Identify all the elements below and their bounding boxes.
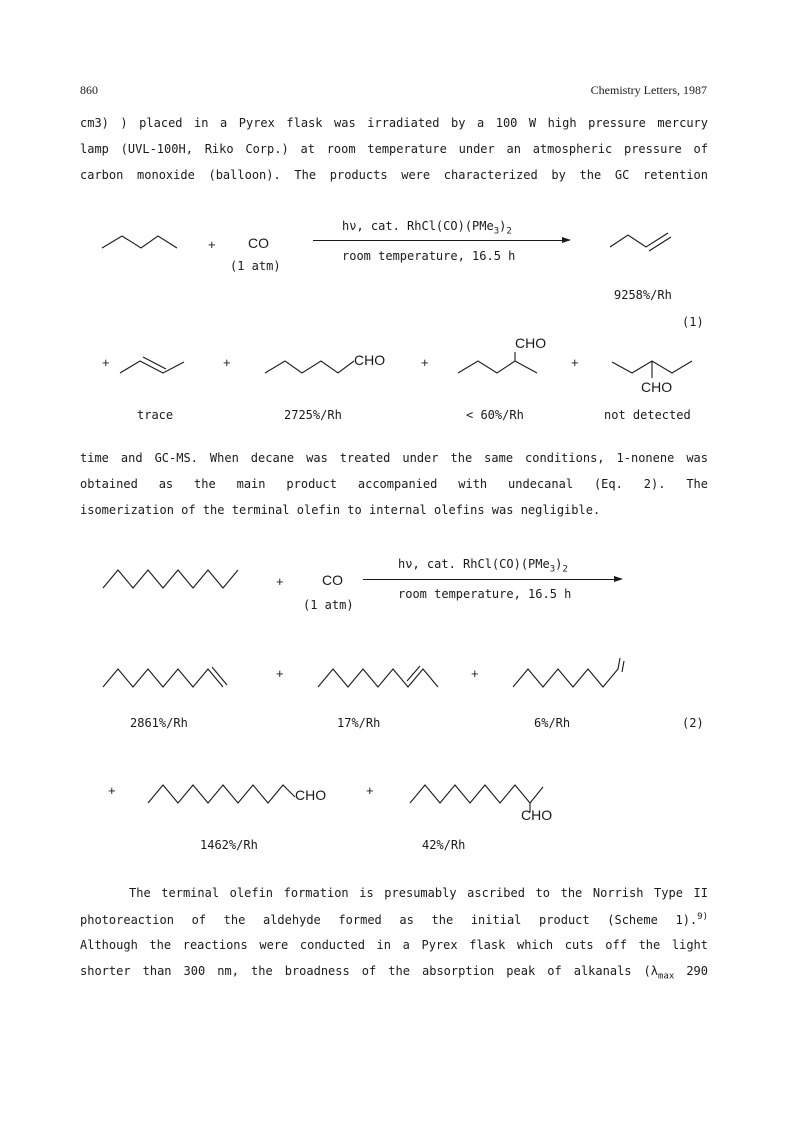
2-nonene-double-bond	[407, 666, 420, 681]
eq1-plus-3: +	[223, 355, 231, 370]
eq1-main-yield: 9258%/Rh	[614, 288, 672, 302]
eq1-plus-5: +	[571, 355, 579, 370]
journal-header: Chemistry Letters, 1987	[590, 83, 707, 97]
para1-line1: cm3) ) placed in a Pyrex flask was irradiated by a 100 W high pressure mercury	[80, 116, 708, 130]
para2-line1: time and GC-MS. When decane was treated under the same conditions, 1-nonene was	[80, 451, 708, 465]
yield-trace: trace	[137, 408, 174, 422]
pentanal-cho: CHO	[354, 352, 386, 368]
branched-cho-up: CHO	[515, 335, 547, 351]
3-nonene-double-bond	[622, 661, 624, 672]
eq2-plus-4: +	[108, 783, 116, 798]
eq2-plus-2: +	[276, 666, 284, 681]
eq1-label: (1)	[682, 315, 704, 329]
yield-3-nonene: 6%/Rh	[534, 716, 571, 730]
para3-line3: Although the reactions were conducted in a Pyrex flask which cuts off the light	[80, 938, 708, 952]
yield-1-nonene: 2861%/Rh	[130, 716, 188, 730]
branched-cho-eq2: CHO	[521, 807, 553, 823]
eq2-catalyst: hν, cat. $RhCl(CO)(PMe_3)_2$	[398, 557, 568, 575]
1-nonene-structure	[103, 669, 223, 687]
eq1-plus-2: +	[102, 355, 110, 370]
branched-cho-down: CHO	[641, 379, 673, 395]
eq1-catalyst: hν, cat. $RhCl(CO)(PMe_3)_2$	[342, 219, 512, 237]
eq2-plus-5: +	[366, 783, 374, 798]
yield-branched-eq2: 42%/Rh	[422, 838, 466, 852]
para3-line4: shorter than 300 nm, the broadness of the absorption peak of alkanals ($\lambda_{max}$ 290	[80, 964, 708, 982]
para1-line2: lamp (UVL-100H, Riko Corp.) at room temperature under an atmospheric pressure of	[80, 142, 708, 156]
para3-line1: The terminal olefin formation is presumably ascribed to the Norrish Type II	[129, 886, 708, 900]
decane-structure	[103, 570, 238, 588]
yield-pentanal: 2725%/Rh	[284, 408, 342, 422]
page-number: 860	[80, 83, 98, 97]
eq1-plus-1: +	[208, 237, 216, 252]
para2-line3: isomerization of the terminal olefin to internal olefins was negligible.	[80, 503, 601, 517]
eq1-co-pressure: (1 atm)	[230, 259, 281, 273]
para2-line2: obtained as the main product accompanied with undecanal (Eq. 2). The	[80, 477, 708, 491]
eq2-reaction-arrow	[363, 579, 621, 580]
eq2-conditions: room temperature, 16.5 h	[398, 587, 572, 601]
eq2-plus-1: +	[276, 574, 284, 589]
eq1-plus-4: +	[421, 355, 429, 370]
undecanal-cho: CHO	[295, 787, 327, 803]
eq2-plus-3: +	[471, 666, 479, 681]
eq2-co: CO	[322, 572, 343, 588]
eq2-co-pressure: (1 atm)	[303, 598, 354, 612]
eq1-co: CO	[248, 235, 269, 251]
eq2-label: (2)	[682, 716, 704, 730]
yield-branched-eq1: < 60%/Rh	[466, 408, 524, 422]
eq1-conditions: room temperature, 16.5 h	[342, 249, 516, 263]
yield-2-nonene: 17%/Rh	[337, 716, 381, 730]
2-methyldecanal-structure	[410, 785, 543, 803]
yield-undecanal: 1462%/Rh	[200, 838, 258, 852]
3-nonene-structure	[513, 658, 620, 687]
2-nonene-structure	[318, 669, 438, 687]
yield-not-detected: not detected	[604, 408, 691, 422]
undecanal-structure	[148, 785, 295, 803]
para1-line3: carbon monoxide (balloon). The products were characterized by the GC retention	[80, 168, 708, 182]
para3-line2: photoreaction of the aldehyde formed as the initial product (Scheme 1).$^{9)}$	[80, 912, 708, 927]
